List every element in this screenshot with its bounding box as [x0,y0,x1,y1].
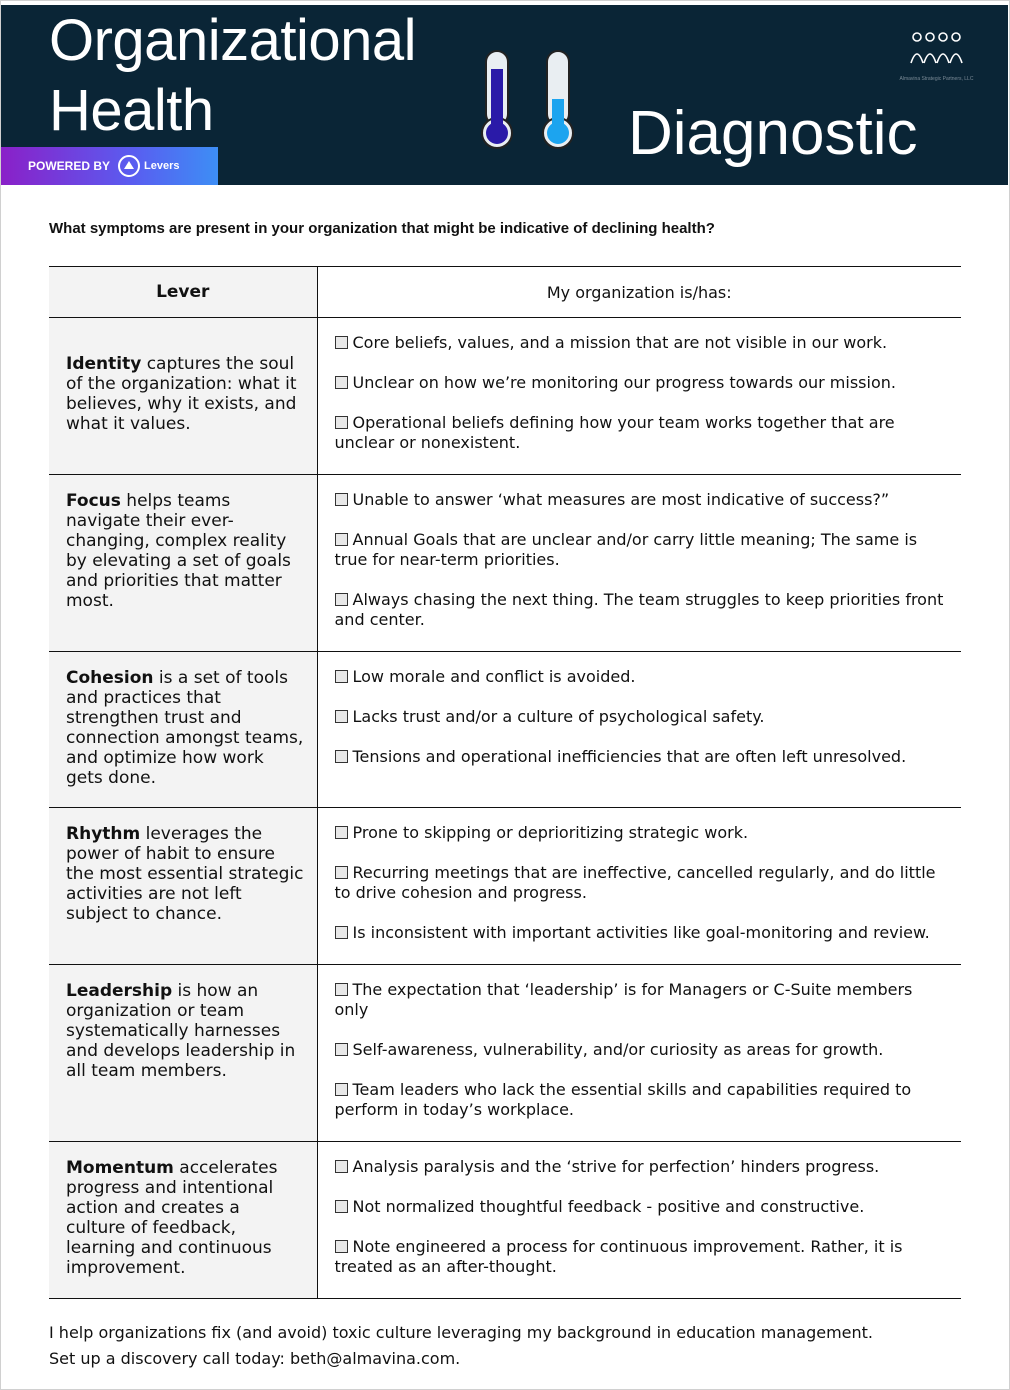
column-header-lever: Lever [49,267,317,318]
lever-name: Leadership [66,981,173,1001]
symptom-checkbox[interactable] [335,336,348,349]
footer-line-1: I help organizations fix (and avoid) toxic culture leveraging my background in education management. [49,1323,873,1342]
table-row [49,475,961,652]
symptom-text: Recurring meetings that are ineffective, cancelled regularly, and do little to drive cohesion and progress. [334,863,936,902]
powered-by-brand: Levers [144,160,180,172]
lever-description: leverages the power of habit to ensure the most essential strategic activities are not left subject to chance. [66,824,304,924]
symptom-checkbox[interactable] [335,493,348,506]
lever-cell [49,1142,317,1299]
diagnostic-table [49,266,961,1299]
symptom-checkbox[interactable] [335,1043,348,1056]
lever-name: Focus [66,491,121,511]
symptom-text: Unclear on how we’re monitoring our progress towards our mission. [352,373,896,392]
lever-cell [49,808,317,965]
symptom-text: Operational beliefs defining how your team works together that are unclear or nonexistent. [334,413,895,452]
header-banner [1,5,1008,185]
title-line-2: Health [49,78,214,143]
symptom-text: Prone to skipping or deprioritizing strategic work. [352,823,749,842]
symptom-checkbox[interactable] [335,533,348,546]
symptom-checkbox[interactable] [335,750,348,763]
lever-description: is a set of tools and practices that strengthen trust and connection amongst teams, and optimize how work gets done. [66,668,304,788]
title-line-1: Organizational [49,8,416,73]
symptom-text: Annual Goals that are unclear and/or carry little meaning; The same is true for near-term priorities. [334,530,918,569]
lever-description: captures the soul of the organization: what it believes, why it exists, and what it values. [66,354,297,434]
symptom-checkbox[interactable] [335,1240,348,1253]
lever-cell [49,475,317,652]
symptom-text: Lacks trust and/or a culture of psychological safety. [352,707,765,726]
symptom-checkbox[interactable] [335,983,348,996]
diagnostic-question: What symptoms are present in your organization that might be indicative of declining health? [49,220,715,237]
levers-logo-icon [118,155,140,177]
lever-cell [49,318,317,475]
table-header-row [49,267,961,318]
symptom-checkbox[interactable] [335,416,348,429]
symptoms-cell [317,965,961,1142]
footer [49,1320,873,1372]
lever-name: Rhythm [66,824,141,844]
table-row [49,808,961,965]
thermometer-light-icon [540,49,576,149]
company-logo-icon [907,31,967,71]
symptom-text: Analysis paralysis and the ‘strive for perfection’ hinders progress. [352,1157,880,1176]
symptom-checkbox[interactable] [335,710,348,723]
powered-by-label: POWERED BY [28,159,111,173]
lever-cell [49,652,317,808]
symptom-checkbox[interactable] [335,670,348,683]
symptom-text: Not normalized thoughtful feedback - positive and constructive. [352,1197,865,1216]
symptom-checkbox[interactable] [335,926,348,939]
symptom-text: Self-awareness, vulnerability, and/or curiosity as areas for growth. [352,1040,884,1059]
lever-name: Identity [66,354,142,374]
lever-description: is how an organization or team systematically harnesses and develops leadership in all team members. [66,981,296,1081]
symptom-text: Unable to answer ‘what measures are most indicative of success?” [352,490,890,509]
symptom-text: Core beliefs, values, and a mission that are not visible in our work. [352,333,888,352]
symptom-text: Team leaders who lack the essential skills and capabilities required to perform in today’s workplace. [334,1080,912,1119]
column-header-items: My organization is/has: [317,267,961,318]
symptom-checkbox[interactable] [335,1200,348,1213]
symptom-text: The expectation that ‘leadership’ is for Managers or C-Suite members only [334,980,913,1019]
table-row [49,652,961,808]
symptom-checkbox[interactable] [335,826,348,839]
table-row [49,318,961,475]
symptoms-cell [317,652,961,808]
symptom-text: Tensions and operational inefficiencies that are often left unresolved. [352,747,907,766]
footer-line-2: Set up a discovery call today: beth@almavina.com. [49,1349,461,1368]
table-row [49,1142,961,1299]
symptoms-cell [317,475,961,652]
lever-name: Cohesion [66,668,154,688]
symptoms-cell [317,1142,961,1299]
lever-description: helps teams navigate their ever-changing, complex reality by elevating a set of goals and priorities that matter most. [66,491,291,611]
powered-by-badge [1,147,218,185]
symptom-text: Low morale and conflict is avoided. [352,667,636,686]
symptom-checkbox[interactable] [335,1083,348,1096]
symptom-text: Note engineered a process for continuous improvement. Rather, it is treated as an after-thought. [334,1237,903,1276]
table-row [49,965,961,1142]
lever-description: accelerates progress and intentional action and creates a culture of feedback, learning and continuous improvement. [66,1158,278,1278]
symptom-checkbox[interactable] [335,376,348,389]
symptom-checkbox[interactable] [335,866,348,879]
symptoms-cell [317,808,961,965]
thermometer-dark-icon [479,49,515,149]
company-name: Almavina Strategic Partners, LLC [899,76,974,82]
title-diagnostic: Diagnostic [628,99,918,168]
symptom-text: Always chasing the next thing. The team struggles to keep priorities front and center. [334,590,944,629]
symptom-checkbox[interactable] [335,1160,348,1173]
symptom-text: Is inconsistent with important activities like goal-monitoring and review. [352,923,930,942]
lever-cell [49,965,317,1142]
lever-name: Momentum [66,1158,174,1178]
symptoms-cell [317,318,961,475]
symptom-checkbox[interactable] [335,593,348,606]
